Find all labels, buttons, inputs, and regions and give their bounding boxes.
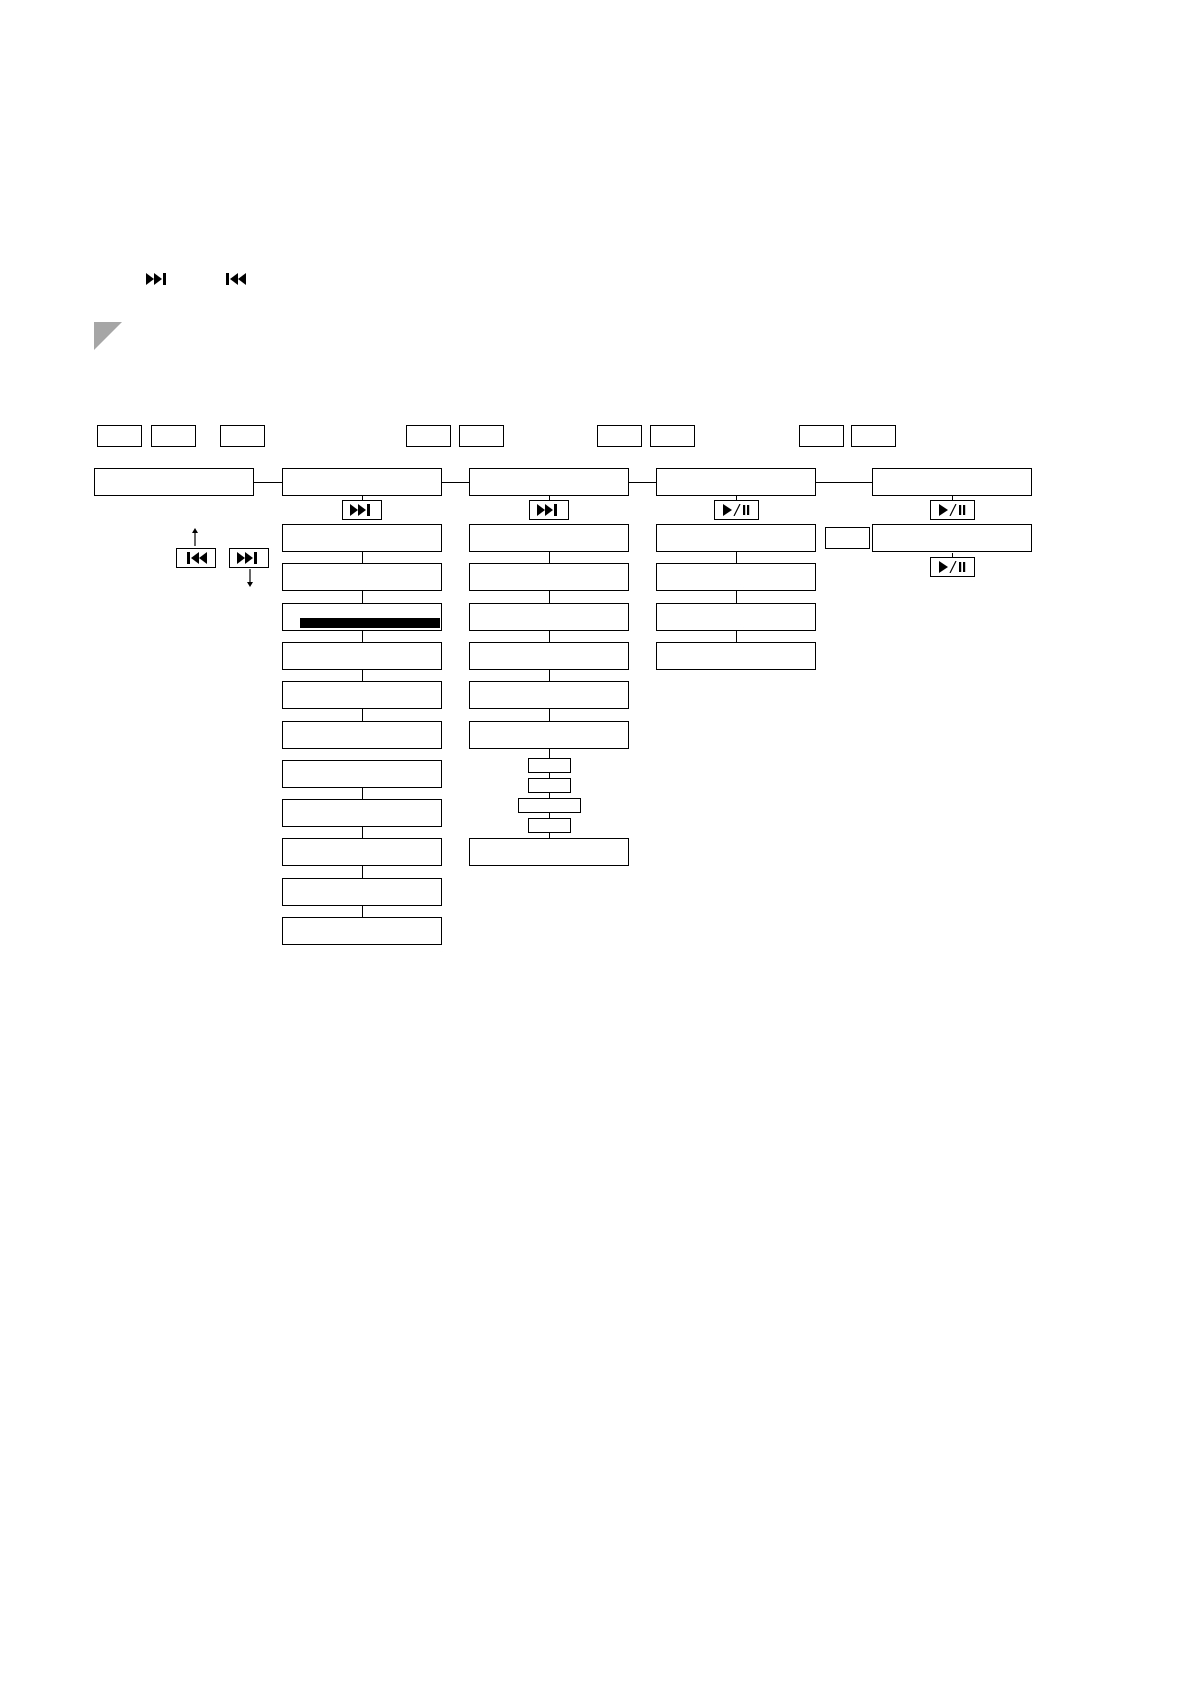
connector-line <box>362 552 363 563</box>
skip-back-icon <box>184 552 208 564</box>
play-pause-icon <box>721 504 753 516</box>
tab-button[interactable] <box>151 425 196 447</box>
top-box-root <box>94 468 254 496</box>
connector-line <box>362 788 363 799</box>
connector-line <box>362 631 363 642</box>
connector-line <box>816 482 872 483</box>
column-2-sub-item <box>528 818 571 833</box>
skip-forward-icon <box>537 504 561 516</box>
connector-line <box>362 496 363 500</box>
play-pause-icon <box>937 504 969 516</box>
top-box-column-3 <box>656 468 816 496</box>
connector-line <box>442 482 469 483</box>
connector-line <box>629 482 656 483</box>
skip-forward-button[interactable] <box>229 548 269 568</box>
column-3-item <box>656 524 816 552</box>
connector-line <box>549 552 550 563</box>
connector-line <box>549 709 550 721</box>
play-pause-button[interactable] <box>930 557 975 577</box>
top-box-column-4 <box>872 468 1032 496</box>
skip-forward-icon <box>350 504 374 516</box>
column-2-item <box>469 642 629 670</box>
connector-line <box>952 553 953 557</box>
tab-button[interactable] <box>851 425 896 447</box>
column-2-item <box>469 681 629 709</box>
down-arrow-icon <box>245 569 255 587</box>
skip-back-icon <box>224 272 248 286</box>
connector-line <box>549 496 550 500</box>
connector-line <box>952 496 953 500</box>
column-2-sub-item <box>528 778 571 793</box>
connector-line <box>736 496 737 500</box>
connector-line <box>736 552 737 563</box>
side-box <box>825 527 870 549</box>
column-1-item <box>282 721 442 749</box>
column-1-item <box>282 760 442 788</box>
connector-line <box>362 866 363 878</box>
top-box-column-2 <box>469 468 629 496</box>
skip-back-button[interactable] <box>176 548 216 568</box>
skip-forward-icon <box>146 272 170 286</box>
top-box-column-1 <box>282 468 442 496</box>
connector-line <box>362 906 363 917</box>
connector-line <box>736 631 737 642</box>
connector-line <box>254 482 282 483</box>
column-3-item <box>656 642 816 670</box>
column-2-item <box>469 563 629 591</box>
column-2-sub-item <box>518 798 581 813</box>
column-2-item <box>469 838 629 866</box>
column-1-item <box>282 799 442 827</box>
column-2-sub-item <box>528 758 571 773</box>
skip-forward-icon <box>237 552 261 564</box>
connector-line <box>362 670 363 681</box>
skip-forward-button[interactable] <box>342 500 382 520</box>
column-3-item <box>656 563 816 591</box>
tab-button[interactable] <box>97 425 142 447</box>
highlight-bar <box>300 618 440 628</box>
tab-button[interactable] <box>406 425 451 447</box>
tab-button[interactable] <box>220 425 265 447</box>
skip-forward-button[interactable] <box>529 500 569 520</box>
connector-line <box>362 827 363 838</box>
play-pause-icon <box>937 561 969 573</box>
connector-line <box>549 631 550 642</box>
column-1-item <box>282 642 442 670</box>
column-1-item <box>282 878 442 906</box>
column-1-item <box>282 917 442 945</box>
column-2-item <box>469 524 629 552</box>
column-1-item <box>282 563 442 591</box>
tab-button[interactable] <box>459 425 504 447</box>
up-arrow-icon <box>190 528 200 546</box>
column-1-item <box>282 681 442 709</box>
column-1-item <box>282 603 442 631</box>
column-3-item <box>656 603 816 631</box>
tab-button[interactable] <box>597 425 642 447</box>
play-pause-button[interactable] <box>930 500 975 520</box>
connector-line <box>549 670 550 681</box>
play-pause-button[interactable] <box>714 500 759 520</box>
connector-line <box>362 591 363 603</box>
tab-button[interactable] <box>799 425 844 447</box>
column-1-item <box>282 524 442 552</box>
column-2-item <box>469 603 629 631</box>
column-4-item <box>872 524 1032 552</box>
tab-button[interactable] <box>650 425 695 447</box>
connector-line <box>549 591 550 603</box>
column-1-item <box>282 838 442 866</box>
connector-line <box>736 591 737 603</box>
section-marker-icon <box>94 322 122 350</box>
column-2-item <box>469 721 629 749</box>
connector-line <box>362 709 363 721</box>
